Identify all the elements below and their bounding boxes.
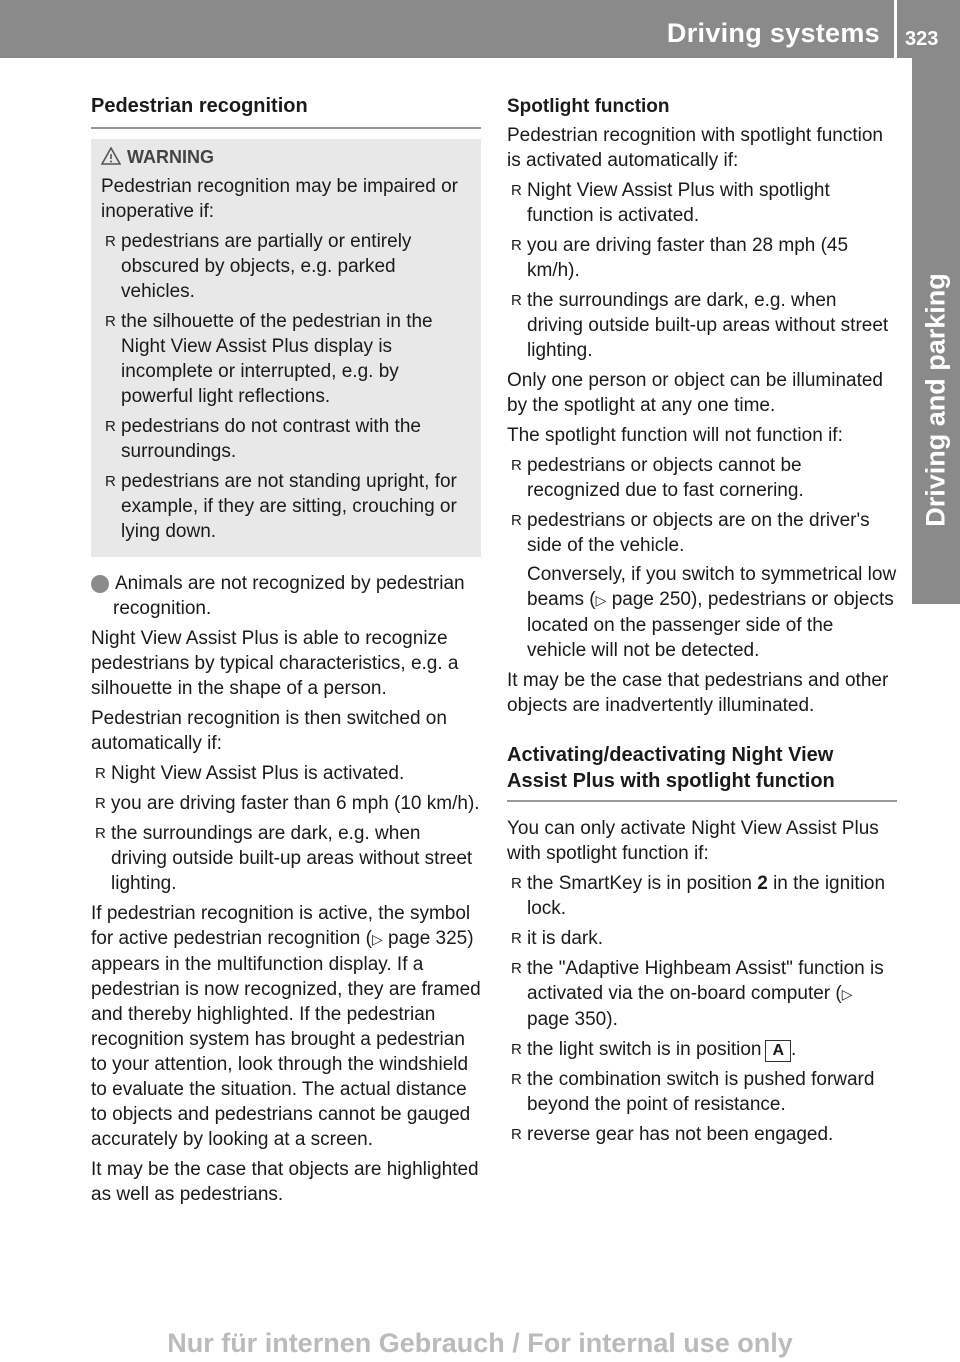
paragraph: It may be the case that objects are highlighted as well as pedestrians.	[91, 1159, 479, 1205]
page-ref-arrow-icon: ▷	[841, 986, 853, 1002]
section-title: Pedestrian recognition	[91, 94, 481, 129]
side-tab-label: Driving and parking	[920, 273, 951, 527]
list-item: R Night View Assist Plus is activated.	[91, 761, 481, 786]
condition-list	[91, 761, 481, 896]
paragraph: It may be the case that pedestrians and other objects are inadvertently illuminated.	[507, 670, 889, 716]
list-item: R pedestrians are not standing upright, for example, if they are sitting, crouching or lying down.	[101, 469, 473, 544]
list-item: R the surroundings are dark, e.g. when driving outside built-up areas without street lighting.	[91, 821, 481, 896]
paragraph: Only one person or object can be illuminated by the spotlight at any one time.	[507, 370, 884, 416]
list-item: R pedestrians are partially or entirely obscured by objects, e.g. parked vehicles.	[101, 229, 473, 304]
page-ref-arrow-icon: ▷	[371, 931, 383, 947]
list-item: R pedestrians or objects cannot be recognized due to fast cornering.	[507, 453, 897, 503]
list-item: R it is dark.	[507, 926, 897, 951]
list-item: R pedestrians or objects are on the driver's side of the vehicle. Conversely, if you switch to symmetrical low beams (▷ page 250), pedestrians or objects located on the passenger side of the vehicle will not be detected.	[507, 508, 897, 663]
list-item: R the "Adaptive Highbeam Assist" function is activated via the on-board computer (▷ page 350).	[507, 956, 897, 1032]
warning-label: WARNING	[127, 147, 214, 167]
warning-triangle-icon	[101, 147, 121, 165]
page-reference[interactable]: page 250	[611, 589, 691, 610]
light-switch-auto-icon: A	[765, 1040, 791, 1062]
page-reference[interactable]: page 350	[527, 1009, 607, 1030]
list-item: R Night View Assist Plus with spotlight function is activated.	[507, 178, 897, 228]
list-item-note: Conversely, if you switch to symmetrical low beams (▷ page 250), pedestrians or objects located on the passenger side of the vehicle will not be detected.	[527, 564, 897, 661]
paragraph: Pedestrian recognition is then switched on automatically if:	[91, 708, 447, 754]
list-item: R the surroundings are dark, e.g. when driving outside built-up areas without street lighting.	[507, 288, 897, 363]
condition-list	[507, 178, 897, 363]
page-reference[interactable]: page 325	[388, 928, 468, 949]
list-item: R the SmartKey is in position 2 in the ignition lock.	[507, 871, 897, 921]
paragraph: You can only activate Night View Assist Plus with spotlight function if:	[507, 818, 879, 864]
page-ref-arrow-icon: ▷	[595, 592, 607, 608]
header-separator	[894, 0, 897, 58]
header-bar	[0, 0, 960, 58]
warning-box	[91, 139, 481, 557]
condition-list	[507, 453, 897, 663]
info-icon: i	[91, 575, 109, 593]
right-column	[507, 94, 897, 1152]
key-position: 2	[757, 873, 768, 894]
list-item: R you are driving faster than 6 mph (10 km/h).	[91, 791, 481, 816]
page-number: 323	[905, 28, 939, 50]
list-item: R reverse gear has not been engaged.	[507, 1122, 897, 1147]
warning-header	[101, 145, 473, 170]
list-item: R the combination switch is pushed forward beyond the point of resistance.	[507, 1067, 897, 1117]
info-text: Animals are not recognized by pedestrian recognition.	[113, 573, 465, 619]
warning-intro: Pedestrian recognition may be impaired or inoperative if:	[101, 176, 458, 222]
paragraph: If pedestrian recognition is active, the symbol for active pedestrian recognition (▷ page 325) appears in the multifunction display. If a pedestrian is now recognized, they are framed and thereby highlighted. If the pedestrian recognition system has brought a pedestrian to your attention, look through the windshield to evaluate the situation. The actual distance to objects and pedestrians cannot be gauged accurately by looking at a screen.	[91, 903, 481, 1150]
section-title: Activating/deactivating Night View Assist Plus with spotlight function	[507, 742, 897, 802]
list-item: R the light switch is in position A .	[507, 1037, 897, 1062]
paragraph: Night View Assist Plus is able to recognize pedestrians by typical characteristics, e.g. a silhouette in the shape of a person.	[91, 628, 459, 699]
condition-list	[507, 871, 897, 1147]
warning-list	[101, 229, 473, 544]
list-item: R the silhouette of the pedestrian in the Night View Assist Plus display is incomplete or interrupted, e.g. by powerful light reflections.	[101, 309, 473, 409]
list-item: R you are driving faster than 28 mph (45 km/h).	[507, 233, 897, 283]
paragraph: Pedestrian recognition with spotlight function is activated automatically if:	[507, 125, 884, 171]
list-item: R pedestrians do not contrast with the surroundings.	[101, 414, 473, 464]
paragraph: The spotlight function will not function if:	[507, 425, 843, 446]
info-note	[87, 571, 481, 621]
footer-watermark: Nur für internen Gebrauch / For internal use only	[167, 1328, 793, 1358]
left-column	[87, 94, 481, 1212]
chapter-title: Driving systems	[666, 18, 880, 48]
subheading: Spotlight function	[507, 96, 670, 117]
